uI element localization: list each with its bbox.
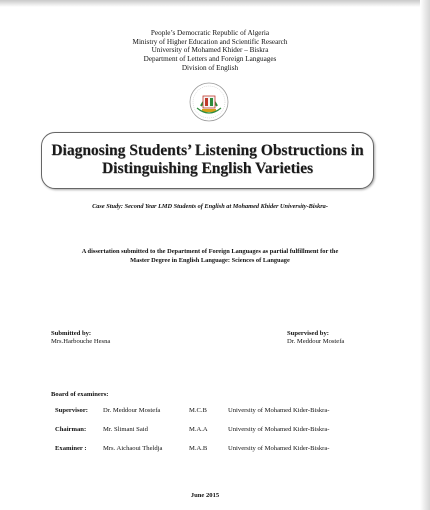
institution-header bbox=[0, 29, 420, 73]
examiner-role: Supervisor: bbox=[55, 407, 88, 414]
board-title: Board of examiners: bbox=[51, 391, 109, 398]
supervised-by-label: Supervised by: bbox=[287, 330, 329, 337]
submitted-by-label: Submitted by: bbox=[51, 330, 92, 337]
dissertation-line: A dissertation submitted to the Department of Foreign Languages as partial fulfillment for the bbox=[81, 248, 339, 255]
header-line: People’s Democratic Republic of Algeria bbox=[150, 29, 270, 37]
examiner-university: University of Mohamed Kider-Biskra- bbox=[228, 407, 330, 414]
case-study: Case Study: Second Year LMD Students of English at Mohamed Khider University-Biskra- bbox=[92, 203, 328, 210]
examiner-university: University of Mohamed Kider-Biskra- bbox=[228, 426, 330, 433]
header-line: Division of English bbox=[181, 63, 239, 72]
examiner-role: Examiner : bbox=[55, 445, 87, 452]
examiner-name: Mrs. Aichaoui Theldja bbox=[103, 445, 163, 452]
title-line: Diagnosing Students’ Listening Obstructions in bbox=[51, 142, 364, 159]
supervised-by-name: Dr. Meddour Mostefa bbox=[287, 338, 345, 346]
submitted-by-block bbox=[51, 330, 110, 347]
supervised-by-block bbox=[287, 330, 344, 347]
dissertation-statement bbox=[0, 248, 420, 265]
submission-date: June 2015 bbox=[190, 492, 220, 499]
examiner-role: Chairman: bbox=[55, 426, 87, 433]
header-line: Department of Letters and Foreign Languages bbox=[143, 55, 277, 64]
dissertation-line: Master Degree in English Language: Sciences of Language bbox=[130, 256, 290, 264]
header-line: University of Mohamed Khider – Biskra bbox=[151, 46, 269, 55]
examiner-name: Mr. Slimani Said bbox=[103, 426, 148, 433]
examiner-university: University of Mohamed Kider-Biskra- bbox=[228, 445, 330, 452]
header-line: Ministry of Higher Education and Scientific Research bbox=[132, 37, 288, 46]
examiner-rank: M.C.B bbox=[189, 407, 207, 414]
examiner-rank: M.A.A bbox=[189, 426, 208, 433]
page-right-shadow bbox=[420, 0, 430, 510]
university-emblem-icon bbox=[189, 82, 229, 122]
examiner-rank: M.A.B bbox=[189, 445, 208, 452]
title-line: Distinguishing English Varieties bbox=[101, 160, 314, 177]
examiner-name: Dr. Meddour Mostefa bbox=[103, 407, 161, 414]
document-title bbox=[42, 142, 373, 178]
page-top-shadow bbox=[0, 0, 430, 7]
title-box bbox=[41, 132, 374, 189]
submitted-by-name: Mrs.Harbouche Hesna bbox=[51, 338, 111, 346]
